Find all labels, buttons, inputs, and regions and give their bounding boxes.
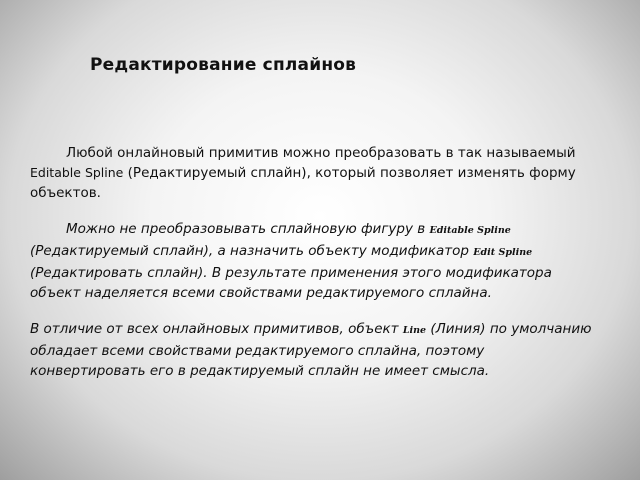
paragraph-text: В отличие от всех онлайновых примитивов, объект (30, 321, 403, 337)
paragraph-editable-spline (30, 143, 600, 203)
paragraph-text: Любой онлайновый примитив можно преобразовать в так называемый (66, 145, 576, 161)
slide-title: Редактирование сплайнов (90, 55, 357, 75)
paragraph-text: (Редактируемый сплайн), а назначить объекту модификатор (30, 243, 474, 259)
paragraph-text: (Редактируемый сплайн), который позволяет изменять форму объектов. (30, 165, 576, 201)
paragraph-text: (Линия) по умолчанию обладает всеми свойствами редактируемого сплайна, поэтому конвертировать его в редактируемый сплайн не имеет смысла. (30, 321, 592, 379)
paragraph-line-object (30, 319, 600, 381)
term-line: Line (402, 325, 427, 336)
paragraph-text: Можно не преобразовывать сплайновую фигуру в (66, 221, 430, 237)
paragraph-text: (Редактировать сплайн). В результате применения этого модификатора объект наделяется всеми свойствами редактируемого сплайна. (30, 265, 552, 301)
paragraph-edit-spline-modifier (30, 219, 600, 303)
term-edit-spline: Edit Spline (473, 247, 533, 258)
term-editable-spline: Editable Spline (429, 225, 511, 236)
slide-body (30, 143, 600, 381)
term-editable-spline: Editable Spline (30, 165, 124, 180)
